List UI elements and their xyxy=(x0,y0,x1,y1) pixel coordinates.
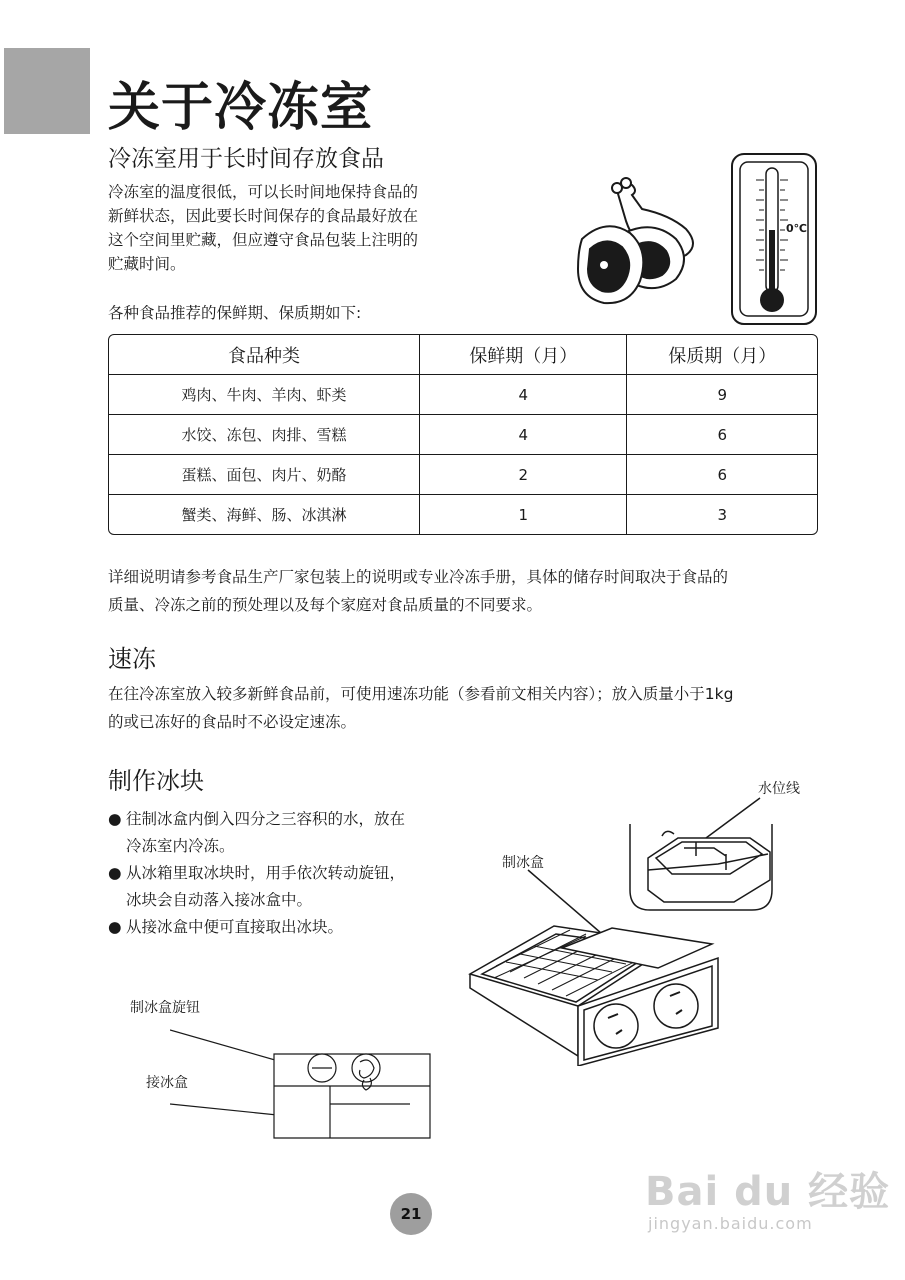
list-item xyxy=(108,914,468,941)
ice-bin-front-diagram xyxy=(170,1026,432,1144)
table-cell: 3 xyxy=(717,505,727,524)
bullet-dot: ● xyxy=(108,810,122,828)
baidu-watermark-url: jingyan.baidu.com xyxy=(648,1214,813,1233)
ice-making-heading: 制作冰块 xyxy=(108,767,204,795)
section-marker-block xyxy=(4,48,90,134)
table-row xyxy=(109,375,817,415)
list-item-line: 冰块会自动落入接冰盒中。 xyxy=(126,891,313,909)
quick-freeze-paragraph xyxy=(108,680,848,736)
section-subtitle: 冷冻室用于长时间存放食品 xyxy=(108,146,384,172)
table-cell: 6 xyxy=(627,415,817,455)
thermometer-illustration xyxy=(728,150,820,328)
ice-tray-diagram xyxy=(466,866,728,1066)
table-cell: 蟹类、海鲜、肠、冰淇淋 xyxy=(109,495,420,534)
bullet-dot: ● xyxy=(108,918,122,936)
intro-line: 贮藏时间。 xyxy=(108,255,186,273)
table-cell: 2 xyxy=(420,455,627,495)
detail-line: 详细说明请参考食品生产厂家包装上的说明或专业冷冻手册，具体的储存时间取决于食品的 xyxy=(108,568,729,586)
ice-bin-label: 接冰盒 xyxy=(146,1075,188,1091)
table-row xyxy=(109,495,817,534)
table-header-cell: 保鲜期（月） xyxy=(420,335,627,375)
table-row xyxy=(109,455,817,495)
baidu-watermark-logo: Bai du 经验 xyxy=(645,1169,891,1215)
list-item-line: 从接冰盒中便可直接取出冰块。 xyxy=(126,918,344,936)
page-title: 关于冷冻室 xyxy=(108,78,374,138)
detail-line: 质量、冷冻之前的预处理以及每个家庭对食品质量的不同要求。 xyxy=(108,596,543,614)
table-cell: 9 xyxy=(627,375,817,415)
list-item-line: 从冰箱里取冰块时，用手依次转动旋钮， xyxy=(126,864,406,882)
page-number: 21 xyxy=(390,1193,432,1235)
table-cell: 蛋糕、面包、肉片、奶酪 xyxy=(109,455,420,495)
quick-freeze-line: 的或已冻好的食品时不必设定速冻。 xyxy=(108,713,357,731)
ice-instructions-list xyxy=(108,806,468,941)
thermometer-zero-label: 0℃ xyxy=(786,222,807,235)
table-caption: 各种食品推荐的保鲜期、保质期如下: xyxy=(108,304,362,322)
detail-paragraph xyxy=(108,563,848,619)
table-cell: 1 xyxy=(420,495,627,534)
intro-line: 冷冻室的温度很低，可以长时间地保持食品的 xyxy=(108,183,419,201)
intro-line: 新鲜状态，因此要长时间保存的食品最好放在 xyxy=(108,207,419,225)
table-header-cell: 食品种类 xyxy=(109,335,420,375)
list-item xyxy=(108,860,468,914)
quick-freeze-heading: 速冻 xyxy=(108,645,156,673)
table-cell: 鸡肉、牛肉、羊肉、虾类 xyxy=(109,375,420,415)
table-cell: 水饺、冻包、肉排、雪糕 xyxy=(109,415,420,455)
intro-line: 这个空间里贮藏，但应遵守食品包装上注明的 xyxy=(108,231,419,249)
table-cell: 4 xyxy=(420,375,627,415)
ice-tray-label: 制冰盒 xyxy=(502,855,544,871)
intro-paragraph xyxy=(108,180,508,276)
table-cell: 6 xyxy=(627,455,817,495)
list-item xyxy=(108,806,468,860)
list-item-line: 往制冰盒内倒入四分之三容积的水，放在 xyxy=(126,810,406,828)
table-cell: 4 xyxy=(420,415,627,455)
storage-period-table xyxy=(108,334,818,535)
quick-freeze-line: 在往冷冻室放入较多新鲜食品前，可使用速冻功能（参看前文相关内容）；放入质量小于1kg xyxy=(108,685,734,703)
table-header-row xyxy=(109,335,817,375)
list-item-line: 冷冻室内冷冻。 xyxy=(126,837,235,855)
table-header-cell: 保质期（月） xyxy=(627,335,817,375)
frozen-meat-illustration xyxy=(576,175,726,310)
table-row xyxy=(109,415,817,455)
bullet-dot: ● xyxy=(108,864,122,882)
water-line-label: 水位线 xyxy=(758,781,800,797)
tray-knob-label: 制冰盒旋钮 xyxy=(130,1000,200,1016)
